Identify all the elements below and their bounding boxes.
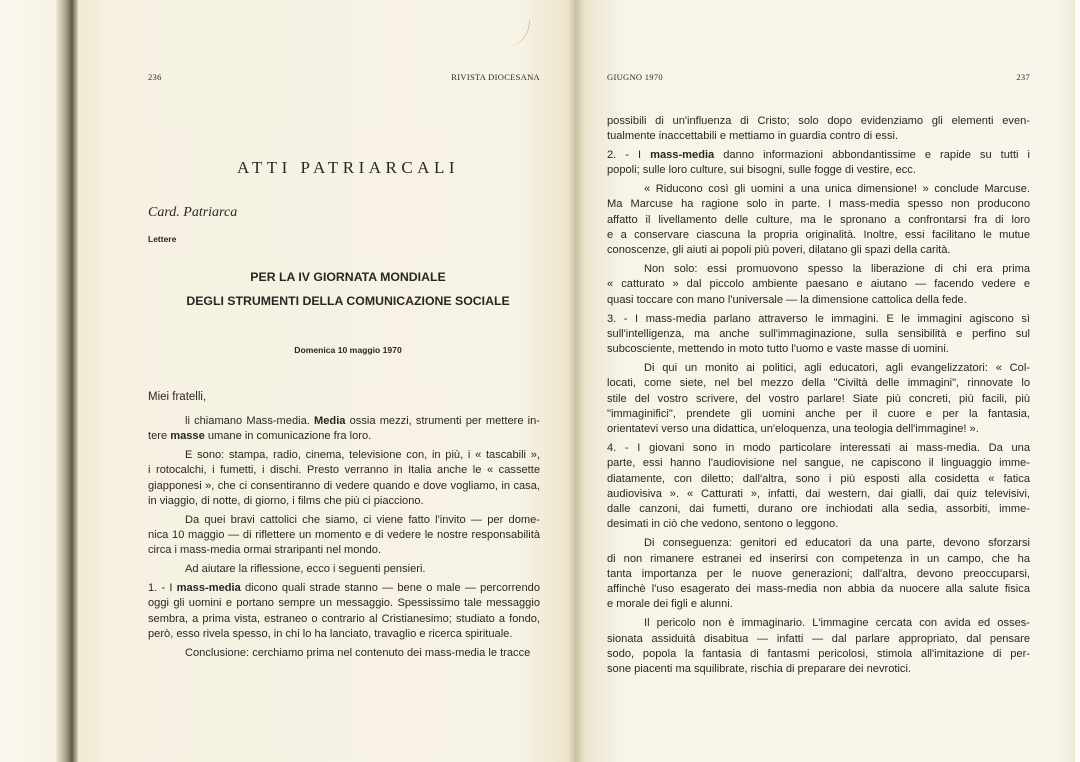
paragraph [148, 581, 540, 642]
text-run: li chiamano Mass-media. [185, 415, 315, 427]
book-spine-edge [0, 0, 78, 762]
text-line [607, 552, 1030, 567]
text-run: orientatevi verso una didattica, un'eloquenza, una teologia dell'immagine! ». [607, 423, 979, 436]
text-run: tere [148, 430, 171, 443]
text-run: sembra, a prima vista, estraneo o contrario al Cristianesimo; studiato a fondo, [148, 612, 540, 625]
text-run: sone piacenti ma squilibrate, rischia di preparare dei nevrotici. [607, 663, 912, 676]
text-line [148, 494, 540, 509]
text-line [148, 429, 540, 444]
text-run: Ad aiutare la riflessione, ecco i seguenti pensieri. [185, 563, 426, 576]
text-line [607, 582, 1030, 597]
text-run: dicono quali strade stanno — bene o male — percorrendo [240, 581, 540, 594]
paragraph [607, 182, 1030, 258]
paragraph [148, 448, 540, 509]
text-run: oggi gli uomini e portano sempre un messaggio. Spessissimo tale messaggio [148, 597, 540, 610]
text-run: umane in comunicazione fra loro. [204, 430, 372, 443]
text-run: Conclusione: cerchiamo prima nel contenuto dei mass-media le tracce [185, 646, 531, 659]
text-run: affatto il livellamento delle culture, ma le spronano a confrontarsi fra di loro [607, 213, 1030, 226]
text-run: sull'intelligenza, ma anche sull'immaginazione, sulla sensibilità e perfino sul [607, 327, 1030, 340]
text-run: desimati in ciò che vedono, sentono o leggono. [607, 518, 839, 531]
text-line [607, 597, 1030, 612]
bold-term: mass-media [650, 149, 715, 162]
text-line [607, 376, 1030, 391]
text-line [607, 182, 1030, 197]
text-run: Il pericolo non è immaginario. L'immagine cercata con avida ed osses- [644, 617, 1030, 630]
text-run: locati, come siete, nel bel mezzo della "Civiltà delle immagini", rinnovate lo [607, 377, 1030, 390]
text-line [607, 114, 1030, 129]
text-run: di non rimanere estranei ed inserirsi con competenza in un campo, che ha [607, 552, 1030, 565]
text-run: tanta importanza per le nuove generazioni; dall'altra, devono preoccuparsi, [607, 567, 1030, 580]
text-line [607, 327, 1030, 342]
paragraph [148, 646, 540, 661]
text-line [607, 567, 1030, 582]
text-run: circa i mass-media ormai straripanti nel mondo. [148, 544, 382, 557]
text-line [607, 487, 1030, 502]
category-label: Lettere [148, 234, 177, 244]
page-edge [1075, 0, 1080, 762]
text-run: 2. - I [607, 149, 651, 162]
text-run: nica 10 maggio — di riflettere un momento e di vedere le nostre responsabilità [148, 529, 540, 542]
salutation: Miei fratelli, [148, 391, 207, 403]
paragraph [148, 414, 540, 445]
paragraph [607, 312, 1030, 358]
text-run: E sono: stampa, radio, cinema, televisione con, in più, i « tascabili », [185, 449, 540, 462]
text-line [148, 463, 540, 478]
page-number-left: 236 [148, 72, 162, 82]
paragraph [607, 536, 1030, 612]
text-line [607, 228, 1030, 243]
text-run: parte, essi hanno l'audiovisione nel sangue, ne capiscono il linguaggio imme- [607, 457, 1030, 470]
text-run: Da quei bravi cattolici che siamo, ci viene fatto l'invito — per dome- [185, 513, 540, 526]
text-run: sionata assiduità disabitua — infatti — dal parlare appropriato, dal pensare [607, 632, 1030, 645]
text-run: « catturato » dal piccolo ambiente paesano e aiutano — facendo vedere e [607, 278, 1030, 291]
text-run: giapponesi », che ci consentiranno di vedere quando e dove vogliamo, in casa, [148, 479, 540, 492]
paragraph [148, 562, 540, 577]
text-line [607, 441, 1030, 456]
paragraph [607, 616, 1030, 677]
text-line [607, 163, 1030, 178]
text-line [607, 536, 1030, 551]
text-run: in viaggio, di notte, di giorno, i films che più ci piacciono. [148, 494, 424, 507]
text-line [607, 342, 1030, 357]
text-run: Di qui un monito ai politici, agli educatori, agli evangelizzatori: « Col- [644, 361, 1030, 374]
text-run: dalle canzoni, dai fumetti, durano ore inchiodati alla sedia, assorbiti, imme- [607, 503, 1030, 516]
bold-term: masse [170, 430, 205, 443]
page-number-right: 237 [1016, 72, 1030, 82]
text-run: 1. - I [148, 581, 177, 594]
text-run: conoscenze, gli aiuti ai popoli più poveri, dilatano gli spazi della carità. [607, 244, 951, 257]
text-line [148, 543, 540, 558]
letter-title-line2: DEGLI STRUMENTI DELLA COMUNICAZIONE SOCIALE [186, 294, 510, 308]
text-line [607, 456, 1030, 471]
letter-title-line1: PER LA IV GIORNATA MONDIALE [250, 270, 446, 284]
paragraph [148, 513, 540, 559]
text-line [607, 472, 1030, 487]
paragraph [607, 148, 1030, 179]
text-run: subcosciente, mettendo in moto tutto l'uomo e vaste masse di uomini. [607, 343, 949, 356]
right-body-text [607, 114, 1030, 681]
section-title: ATTI PATRIARCALI [236, 158, 460, 177]
running-head-right: GIUGNO 1970 [607, 72, 663, 82]
text-line [607, 407, 1030, 422]
paragraph [607, 441, 1030, 533]
text-run: possibili di un'influenza di Cristo; solo dopo evidenziamo gli elementi even- [607, 115, 1030, 127]
running-head-left: RIVISTA DIOCESANA [451, 72, 540, 82]
text-run: audiovisiva ». « Catturati », infatti, dai western, dai gialli, dai quiz televisivi, [607, 487, 1030, 500]
text-run: sodo, popola la fantasia di fantasmi pericolosi, stimola all'imitazione di per- [607, 647, 1030, 660]
text-run: Di conseguenza: genitori ed educatori da una parte, devono sforzarsi [644, 537, 1030, 550]
text-run: stile del vostro scrivere, del vostro parlare! Siate più concreti, più facili, più [607, 392, 1030, 405]
text-run: tualmente inaccettabili e mettiamo in guardia contro di essi. [607, 130, 899, 143]
text-line [607, 262, 1030, 277]
bold-term: Media [314, 415, 346, 427]
text-run: Non solo: essi promuovono spesso la liberazione di chi era prima [644, 263, 1030, 276]
text-run: « Riducono così gli uomini a una unica dimensione! » conclude Marcuse. [644, 183, 1030, 196]
text-line [607, 148, 1030, 163]
text-line [607, 616, 1030, 631]
text-line [607, 197, 1030, 212]
text-line [607, 647, 1030, 662]
text-run: affinchè l'uso esagerato dei mass-media non abbia da nuocere alla salute fisica [607, 583, 1030, 596]
text-line [148, 562, 540, 577]
text-run: però, esso rivela spesso, in chi lo ha lanciato, travaglio e ricerca spirituale. [148, 627, 513, 640]
paragraph [607, 361, 1030, 437]
text-line [148, 448, 540, 463]
text-run: danno informazioni abbondantissime e rapide su tutti i [714, 149, 1030, 162]
text-line [148, 627, 540, 642]
left-body-text [148, 414, 540, 664]
text-run: Ma Marcuse ha ragione solo in parte. I mass-media spesso non producono [607, 198, 1030, 211]
text-line [607, 517, 1030, 532]
text-line [607, 361, 1030, 376]
text-line [607, 277, 1030, 292]
text-run: diatamente, con diletto; dall'altra, sono i più esposti alla cosidetta « fatica [607, 472, 1030, 485]
text-run: 3. - I mass-media parlano attraverso le immagini. E le immagini agiscono sì [607, 312, 1030, 325]
text-line [607, 392, 1030, 407]
paragraph [607, 262, 1030, 308]
author: Card. Patriarca [148, 205, 238, 220]
text-line [607, 662, 1030, 677]
text-line [607, 422, 1030, 437]
text-run: e a conservare ciascuna la propria originalità. Inoltre, essi facilitano le mutue [607, 229, 1030, 242]
letter-date: Domenica 10 maggio 1970 [294, 345, 402, 355]
text-line [607, 129, 1030, 144]
text-line [607, 213, 1030, 228]
text-run: 4. - I giovani sono in modo particolare interessati ai mass-media. Da una [607, 441, 1030, 454]
text-line [148, 528, 540, 543]
text-line [148, 612, 540, 627]
text-line [148, 646, 540, 661]
paragraph [607, 114, 1030, 145]
text-run: popoli; sulle loro culture, sui bisogni, sulle fogge di vestire, ecc. [607, 164, 916, 177]
text-run: "immaginifici", prendete gli uomini anche per il cuore e per la fantasia, [607, 407, 1030, 420]
text-run: i rotocalchi, i fumetti, i dischi. Presto verranno in Italia anche le « cassette [148, 464, 540, 477]
text-line [148, 513, 540, 528]
text-line [607, 312, 1030, 327]
text-line [148, 581, 540, 596]
text-run: ossia mezzi, strumenti per mettere in- [345, 415, 540, 427]
text-run: quasi toccare con mano l'universale — la dimensione cattolica della fede. [607, 293, 967, 306]
text-line [148, 596, 540, 611]
text-line [607, 243, 1030, 258]
text-line [607, 502, 1030, 517]
text-run: e morale dei figli e alunni. [607, 598, 733, 611]
bold-term: mass-media [176, 581, 241, 594]
text-line [607, 632, 1030, 647]
text-line [148, 479, 540, 494]
text-line [607, 293, 1030, 308]
text-line [148, 414, 540, 429]
